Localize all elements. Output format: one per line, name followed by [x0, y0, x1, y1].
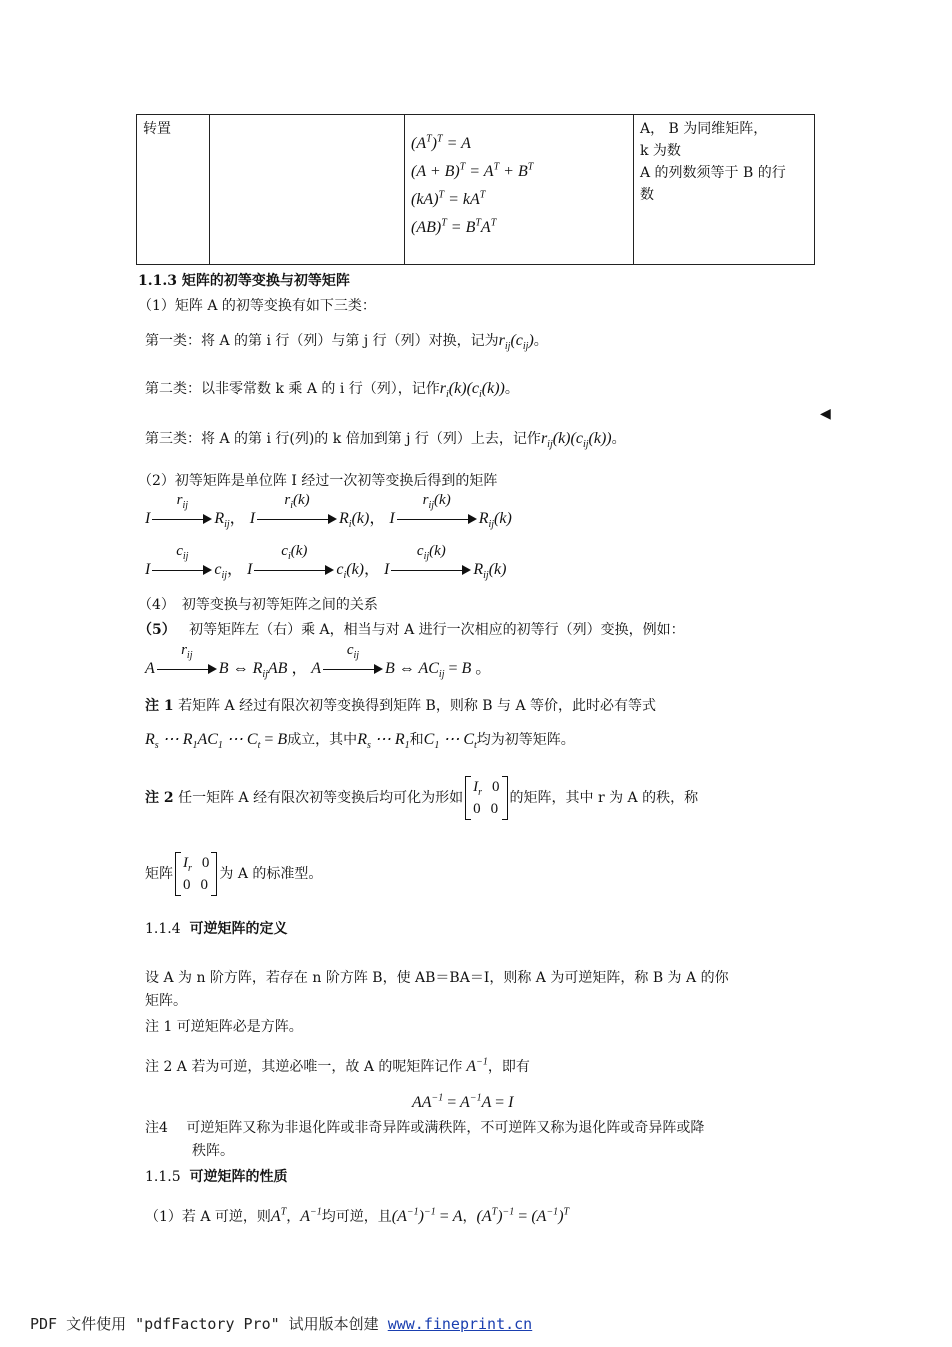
note1-c-seq: $C_1$ ⋯ $C_t$	[423, 731, 477, 752]
formula-transpose-sum: $(A + B)^T = A^T + B^T$	[411, 161, 534, 180]
inverse-identity-formula: $AA^{-1} = A^{-1}A = I$	[412, 1092, 514, 1111]
table-cell-title: 转置	[137, 115, 210, 265]
type1-line: 第一类：将 A 的第 i 行（列）与第 j 行（列）对换，记为$r_{ij}(c_{ij})$。	[145, 332, 548, 353]
standard-form-matrix: $I_r$ 0 0 0	[465, 776, 507, 820]
inverse-note-2-text: 注 2 A 若为可逆，其逆必唯一，故 A 的呢矩阵记作	[145, 1059, 463, 1075]
formula-transpose-scalar: $(kA)^T = kA^T$	[411, 189, 486, 208]
elementary-row-matrices: I $r_{ij}$ $R_{ij}$， I $r_i(k)$ $R_i(k)$， I $r_{ij}(k)$ $R_{ij}(k)$	[145, 492, 512, 531]
paragraph-5	[138, 619, 685, 639]
note1-text-c: 和	[409, 732, 424, 748]
table-note-line: 数	[640, 187, 654, 203]
note1-text-b: 成立，其中	[287, 732, 358, 748]
paragraph-2: （2）初等矩阵是单位阵 I 经过一次初等变换后得到的矩阵	[138, 473, 498, 489]
type2-formula: $r_i(k)(c_i(k))$	[439, 380, 505, 401]
note1-label: 注 1	[145, 698, 174, 714]
type2-line: 第二类：以非零常数 k 乘 A 的 i 行（列），记作$r_i(k)(c_i(k))$。	[145, 380, 519, 401]
property-1-text-a: （1）若 A 可逆，则	[145, 1209, 271, 1225]
note1-line	[145, 695, 656, 715]
triangle-left-icon: ◀	[820, 406, 831, 422]
note2-text: 任一矩阵 A 经有限次初等变换后均可化为形如	[178, 790, 464, 806]
double-inverse-formula: $(A^{-1})^{-1} = A$	[391, 1206, 463, 1225]
note2-continuation	[145, 852, 322, 896]
section-heading-115	[145, 1166, 288, 1186]
formula-transpose-product: $(AB)^T = B^TA^T$	[411, 217, 497, 236]
property-1-line	[145, 1206, 569, 1226]
type1-text: 第一类：将 A 的第 i 行（列）与第 j 行（列）对换，记为	[145, 333, 499, 349]
paragraph-5-text: 初等矩阵左（右）乘 A，相当与对 A 进行一次相应的初等行（列）变换，例如：	[189, 622, 685, 638]
inverse-note-2-text-b: ，即有	[487, 1059, 530, 1075]
inverse-note-1: 注 1 可逆矩阵必是方阵。	[145, 1019, 303, 1035]
footer-link[interactable]: www.fineprint.cn	[387, 1315, 533, 1333]
note2-label: 注 2	[145, 790, 174, 806]
footer-text: PDF 文件使用 "pdfFactory Pro" 试用版本创建	[30, 1315, 379, 1333]
section-114-title: 可逆矩阵的定义	[189, 921, 288, 937]
inverse-symbol: $A^{-1}$	[466, 1056, 488, 1075]
note1-r-seq: $R_s$ ⋯ $R_1$	[357, 731, 410, 752]
inverse-note-4-b: 秩阵。	[192, 1143, 234, 1159]
note1-text-d: 均为初等矩阵。	[476, 732, 575, 748]
formula-transpose-twice: $(A^T)^T = A$	[411, 133, 471, 152]
inverse-symbol-2: $A^{-1}$	[300, 1206, 322, 1225]
note2-text-b: 的矩阵，其中 r 为 A 的秩，称	[509, 790, 699, 806]
type2-text: 第二类：以非零常数 k 乘 A 的 i 行（列），记作	[145, 381, 440, 397]
property-1-text-b: ，	[286, 1209, 301, 1225]
standard-form-matrix-2: $I_r$ 0 0 0	[175, 852, 217, 896]
note2-line	[145, 776, 698, 820]
table-cell-empty	[210, 115, 405, 265]
note2-text-c: 矩阵	[145, 866, 173, 882]
table-cell-formulas	[405, 115, 634, 265]
type1-formula: $r_{ij}(c_{ij})$	[498, 332, 534, 353]
table-note-line: A， B 为同维矩阵，	[640, 121, 768, 137]
section-heading-114	[145, 918, 288, 938]
section-heading-113: 1.1.3 矩阵的初等变换与初等矩阵	[138, 273, 350, 289]
table-note-line: k 为数	[640, 143, 681, 159]
type3-formula: $r_{ij}(k)(c_{ij}(k))$	[540, 430, 612, 451]
paragraph-5-label: （5）	[138, 622, 176, 638]
section-115-number: 1.1.5	[145, 1169, 181, 1185]
paragraph-1: （1）矩阵 A 的初等变换有如下三类：	[138, 298, 376, 314]
example-formula: A $r_{ij}$ B ⇔ $R_{ij}AB$ ， A $c_{ij}$ B ⇔ $AC_{ij} = B$ 。	[145, 642, 492, 681]
pdf-footer	[30, 1313, 532, 1334]
transpose-properties-table	[136, 114, 815, 265]
property-1-text-c: 均可逆，且	[321, 1209, 392, 1225]
property-1-text-d: ，	[462, 1209, 477, 1225]
section-115-title: 可逆矩阵的性质	[189, 1169, 288, 1185]
paragraph-4: （4） 初等变换与初等矩阵之间的关系	[138, 597, 378, 613]
transpose-inverse-formula: $(A^T)^{-1} = (A^{-1})^T$	[476, 1206, 570, 1225]
inverse-note-4-a: 注4 可逆矩阵又称为非退化阵或非奇异阵或满秩阵，不可逆阵又称为退化阵或奇异阵或降	[145, 1120, 705, 1136]
inverse-note-2	[145, 1056, 530, 1076]
note1-equation-line	[145, 729, 575, 752]
definition-line-2: 矩阵。	[145, 993, 187, 1009]
elementary-col-matrices: I $c_{ij}$ $c_{ij}$， I $c_i(k)$ $c_i(k)$， I $c_{ij}(k)$ $R_{ij}(k)$	[145, 543, 507, 582]
type3-line: 第三类：将 A 的第 i 行(列)的 k 倍加到第 j 行（列）上去，记作$r_{ij}(k)(c_{ij}(k))$。	[145, 430, 626, 451]
table-cell-notes	[634, 115, 815, 265]
definition-line-1: 设 A 为 n 阶方阵，若存在 n 阶方阵 B，使 AB＝BA＝I，则称 A 为可逆矩阵，称 B 为 A 的你	[145, 970, 729, 986]
note1-text: 若矩阵 A 经过有限次初等变换得到矩阵 B，则称 B 与 A 等价，此时必有等式	[178, 698, 657, 714]
table-note-line: A 的列数须等于 B 的行	[640, 165, 786, 181]
note2-text-d: 为 A 的标准型。	[219, 866, 323, 882]
note1-equation: $R_s$ ⋯ $R_1AC_1$ ⋯ $C_t = B$	[145, 731, 288, 752]
transpose-symbol: $A^T$	[270, 1206, 287, 1225]
type3-text: 第三类：将 A 的第 i 行(列)的 k 倍加到第 j 行（列）上去，记作	[145, 431, 541, 447]
section-114-number: 1.1.4	[145, 921, 181, 937]
